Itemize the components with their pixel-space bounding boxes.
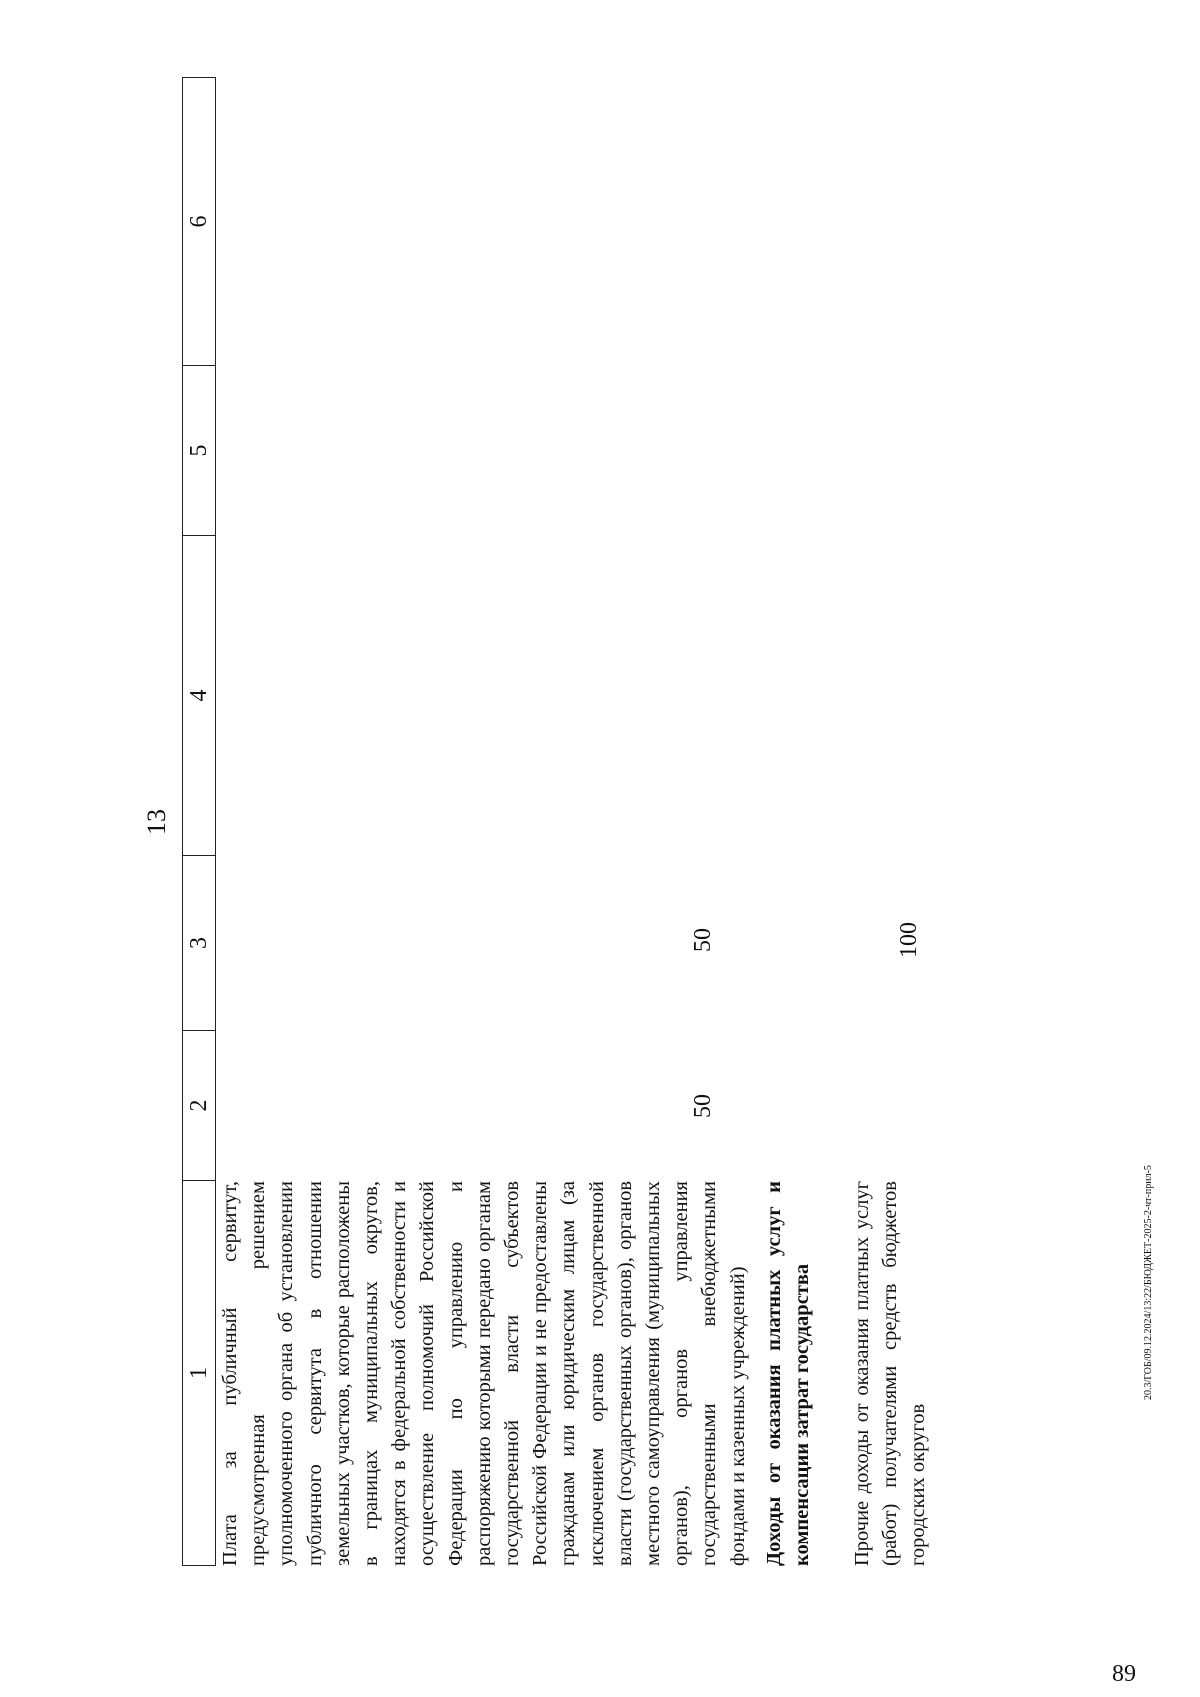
row-2-description: Доходы от оказания платных услуг и компенсации затрат государства <box>763 1181 814 1566</box>
column-header-2: 2 <box>183 1031 216 1181</box>
column-header-6: 6 <box>183 78 216 366</box>
rotated-page-content <box>130 78 1050 1566</box>
column-header-4: 4 <box>183 536 216 856</box>
row-1-col2-value: 50 <box>690 1094 716 1118</box>
footer-stamp: 20.3/ГОБ/09.12.2024/13:22/БЮДЖЕТ-2025-2-чт-прил-5 <box>1143 1165 1154 1400</box>
row-3-col3-value: 100 <box>896 922 922 958</box>
page-number: 89 <box>1112 1661 1136 1687</box>
row-3-description: Прочие доходы от оказания платных услуг (работ) получателями средств бюджетов городских округов <box>851 1181 930 1566</box>
column-header-table <box>182 77 216 1566</box>
row-1-col3-value: 50 <box>690 928 716 952</box>
row-1-description: Плата за публичный сервитут, предусмотренная решением уполномоченного органа об установлении публичного сервитута в отношении земельных участков, которые расположены в границах муниципальных округов, находятся в федеральной собственности и осуществление полномочий Российской Федерации по управлению и распоряжению которыми передано органам государственной власти субъектов Российской Федерации и не предоставлены гражданам или юридическим лицам (за исключением органов государственной власти (государственных органов), органов местного самоуправления (муниципальных органов), органов управления государственными внебюджетными фондами и казенных учреждений) <box>219 1181 749 1566</box>
column-header-5: 5 <box>183 366 216 536</box>
column-header-3: 3 <box>183 856 216 1031</box>
sheet-number: 13 <box>142 809 171 835</box>
column-header-1: 1 <box>183 1181 216 1566</box>
